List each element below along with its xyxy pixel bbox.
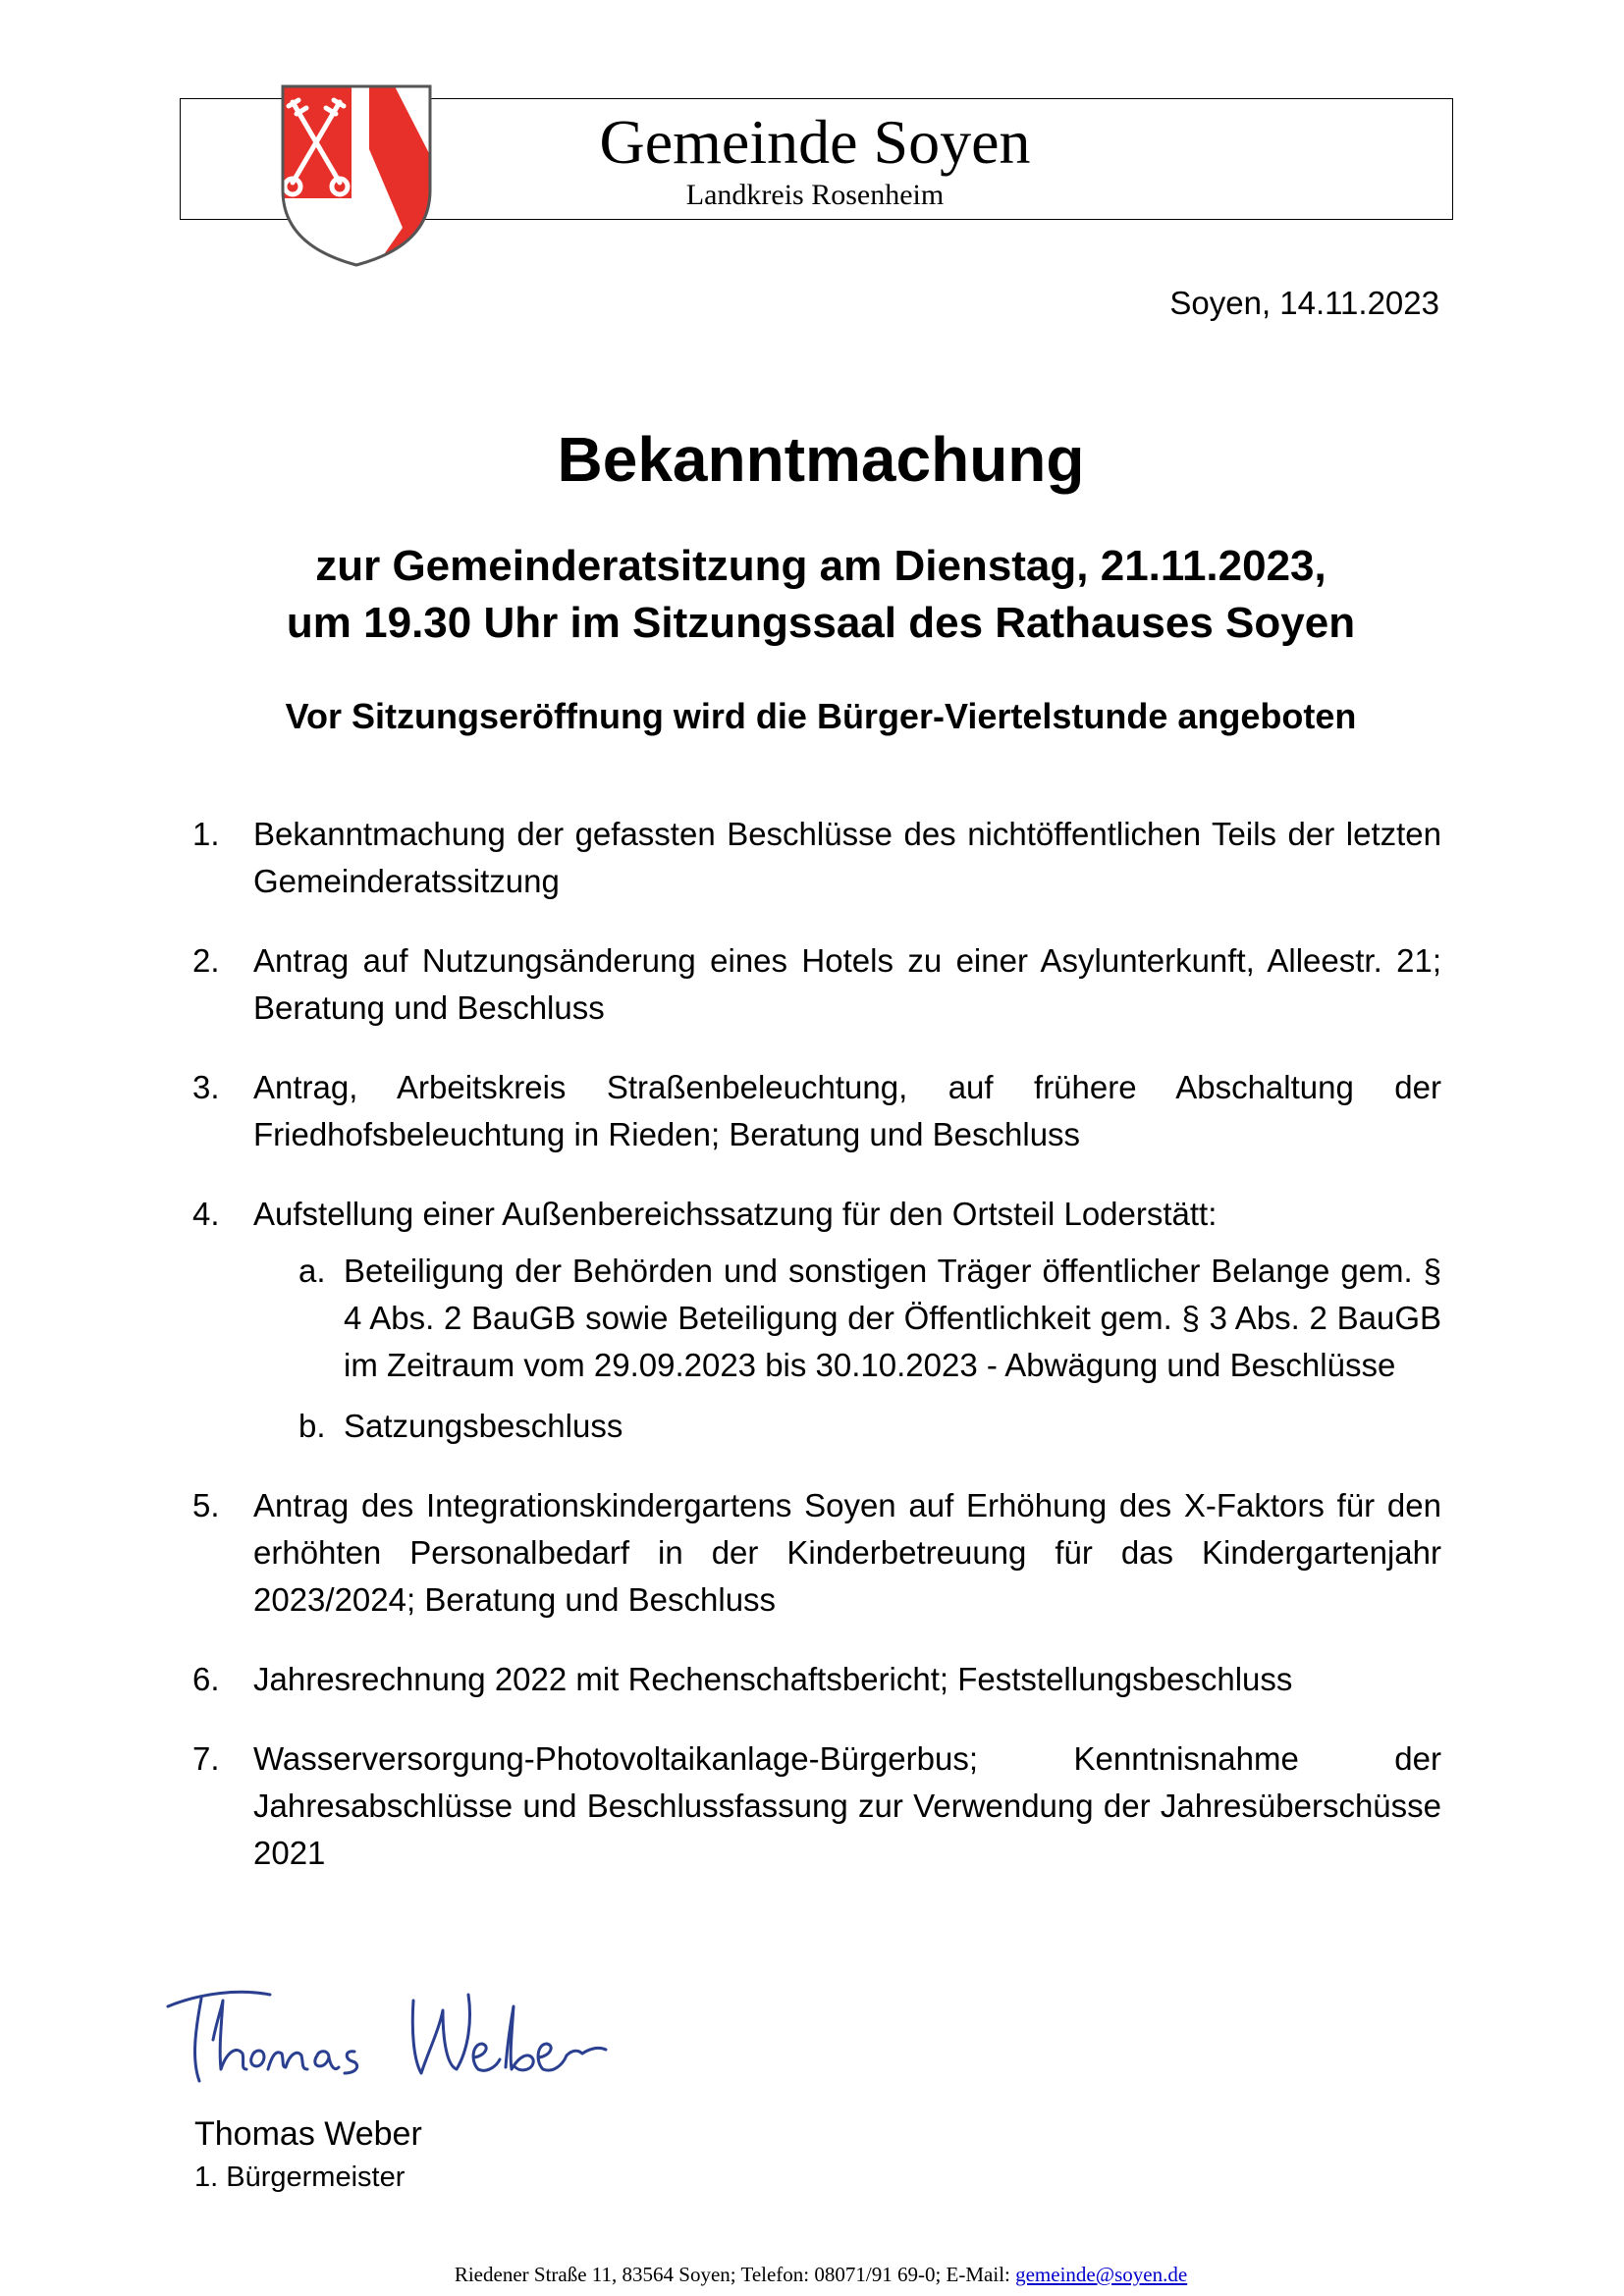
agenda-number: 2. — [192, 942, 220, 979]
agenda-sub-text: Satzungsbeschluss — [344, 1408, 623, 1444]
agenda-number: 6. — [192, 1661, 220, 1697]
agenda-text: Antrag des Integrationskindergartens Soyen auf Erhöhung des X-Faktors für den erhöhten Personalbedarf in der Kinderbetreuung für das Kindergartenjahr 2023/2024; Beratung und Beschluss — [253, 1487, 1441, 1618]
agenda-item — [192, 1656, 1441, 1703]
agenda-text: Aufstellung einer Außenbereichssatzung für den Ortsteil Loderstätt: — [253, 1196, 1218, 1232]
agenda-sub-letter: a. — [298, 1253, 326, 1289]
agenda-text: Bekanntmachung der gefassten Beschlüsse des nichtöffentlichen Teils der letzten Gemeinderatssitzung — [253, 816, 1441, 899]
district-name: Landkreis Rosenheim — [685, 179, 945, 211]
municipality-name: Gemeinde Soyen — [599, 107, 1031, 177]
handwritten-signature — [162, 1971, 614, 2099]
meeting-info-line-1: zur Gemeinderatsitzung am Dienstag, 21.11.2023, — [315, 542, 1326, 590]
citizen-quarter-note: Vor Sitzungseröffnung wird die Bürger-Viertelstunde angeboten — [285, 696, 1357, 736]
agenda-item — [192, 1735, 1441, 1877]
document-date: Soyen, 14.11.2023 — [1169, 285, 1439, 321]
signer-role: 1. Bürgermeister — [194, 2162, 406, 2193]
coat-of-arms-keys-icon — [275, 80, 438, 270]
agenda-sub-letter: b. — [298, 1408, 326, 1444]
agenda-text: Antrag auf Nutzungsänderung eines Hotels zu einer Asylunterkunft, Alleestr. 21; Beratung und Beschluss — [253, 942, 1441, 1026]
agenda-item — [192, 811, 1441, 905]
footer-email-link[interactable]: gemeinde@soyen.de — [1015, 2263, 1188, 2286]
agenda-number: 3. — [192, 1069, 220, 1105]
signer-name: Thomas Weber — [194, 2115, 422, 2153]
agenda-item — [192, 937, 1441, 1032]
agenda-item — [192, 1191, 1441, 1450]
agenda-item — [192, 1064, 1441, 1158]
agenda-text: Wasserversorgung-Photovoltaikanlage-Bürgerbus; Kenntnisnahme der Jahresabschlüsse und Beschlussfassung zur Verwendung der Jahresüberschüsse 2021 — [253, 1740, 1441, 1871]
meeting-info-line-2: um 19.30 Uhr im Sitzungssaal des Rathauses Soyen — [286, 599, 1356, 647]
agenda-list — [192, 811, 1441, 1909]
agenda-number: 5. — [192, 1487, 220, 1523]
agenda-sub-text: Beteiligung der Behörden und sonstigen Träger öffentlicher Belange gem. § 4 Abs. 2 BauGB sowie Beteiligung der Öffentlichkeit gem. § 3 Abs. 2 BauGB im Zeitraum vom 29.09.2023 bis 30.10.2023 - Abwägung und Beschlüsse — [344, 1253, 1441, 1383]
agenda-text: Antrag, Arbeitskreis Straßenbeleuchtung, auf frühere Abschaltung der Friedhofsbeleuchtung in Rieden; Beratung und Beschluss — [253, 1069, 1441, 1152]
meeting-info — [0, 538, 1624, 652]
agenda-number: 4. — [192, 1196, 220, 1232]
footer-contact — [0, 2262, 1624, 2287]
document-title: Bekanntmachung — [557, 424, 1085, 495]
agenda-number: 7. — [192, 1740, 220, 1777]
agenda-item — [192, 1482, 1441, 1624]
agenda-text: Jahresrechnung 2022 mit Rechenschaftsbericht; Feststellungsbeschluss — [253, 1661, 1293, 1697]
footer-address: Riedener Straße 11, 83564 Soyen; Telefon: 08071/91 69-0; E-Mail: — [454, 2263, 1016, 2286]
agenda-sub-item — [253, 1248, 1441, 1389]
agenda-sub-list — [253, 1248, 1441, 1450]
agenda-number: 1. — [192, 816, 220, 852]
agenda-sub-item — [253, 1403, 1441, 1450]
